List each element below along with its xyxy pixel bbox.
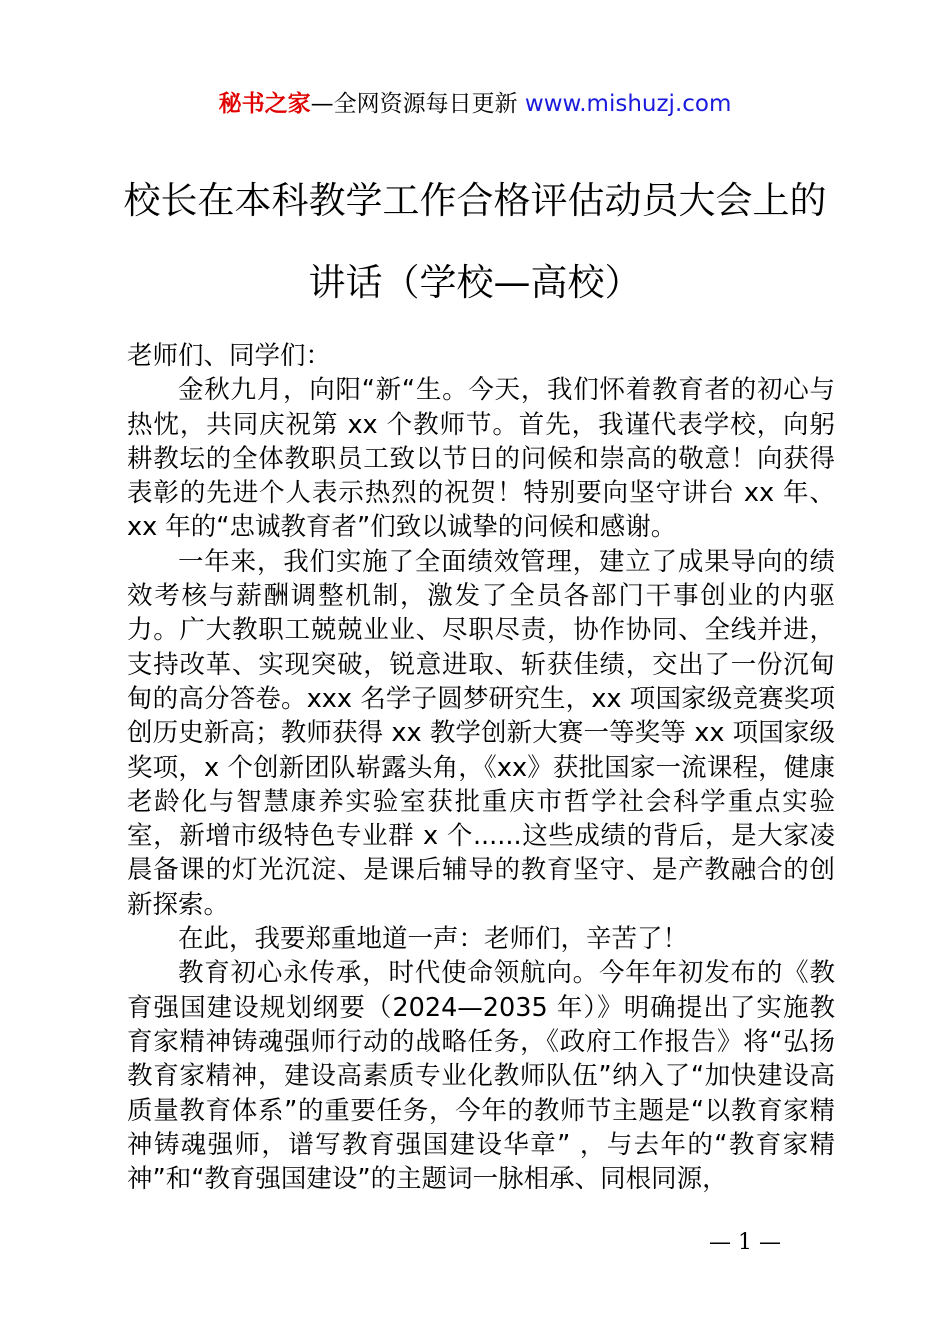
brand-name: 秘书之家 <box>218 91 311 117</box>
title-line-2: 讲话（学校—高校） <box>308 261 642 304</box>
salutation: 老师们、同学们： <box>127 341 332 371</box>
title-line-1: 校长在本科教学工作合格评估动员大会上的 <box>123 179 827 222</box>
document-body <box>127 339 835 1196</box>
paragraph: 在此，我要郑重地道一声：老师们，辛苦了！ <box>178 924 689 955</box>
site-header <box>0 88 950 120</box>
document-title <box>100 160 850 324</box>
paragraph: 一年来，我们实施了全面绩效管理，建立了成果导向的绩效考核与薪酬调整机制，激发了全员各部门干事创业的内驱力。广大教职工兢兢业业、尽职尽责，协作协同、全线并进，支持改革、实现突破，锐意进取、斩获佳绩，交出了一份沉甸甸的高分答卷。xxx 名学子圆梦研究生，xx 项国家级竞赛奖项创历史新高；教师获得 xx 教学创新大赛一等奖等 xx 项国家级奖项，x 个创新团队崭露头角，《xx》获批国家一流课程，健康老龄化与智慧康养实验室获批重庆市哲学社会科学重点实验室，新增市级特色专业群 x 个......这些成绩的背后，是大家凌晨备课的灯光沉淀、是课后辅导的教育坚守、是产教融合的创新探索。 <box>127 546 835 920</box>
header-tagline: —全网资源每日更新 <box>310 91 525 117</box>
page-number: — 1 — <box>709 1230 781 1255</box>
paragraph: 教育初心永传承，时代使命领航向。今年年初发布的《教育强国建设规划纲要（2024—2035 年）》明确提出了实施教育家精神铸魂强师行动的战略任务，《政府工作报告》将“弘扬教育家精神，建设高素质专业化教师队伍”纳入了“加快建设高质量教育体系”的重要任务，今年的教师节主题是“以教育家精神铸魂强师，谱写教育强国建设华章” ，与去年的“教育家精神”和“教育强国建设”的主题词一脉相承、同根同源， <box>127 958 835 1195</box>
paragraph: 金秋九月，向阳“新“生。今天，我们怀着教育者的初心与热忱，共同庆祝第 xx 个教师节。首先，我谨代表学校，向躬耕教坛的全体教职员工致以节日的问候和崇高的敬意！向获得表彰的先进个人表示热烈的祝贺！特别要向坚守讲台 xx 年、xx 年的“忠诚教育者”们致以诚挚的问候和感谢。 <box>127 375 835 543</box>
site-url-link[interactable]: www.mishuzj.com <box>524 91 732 117</box>
